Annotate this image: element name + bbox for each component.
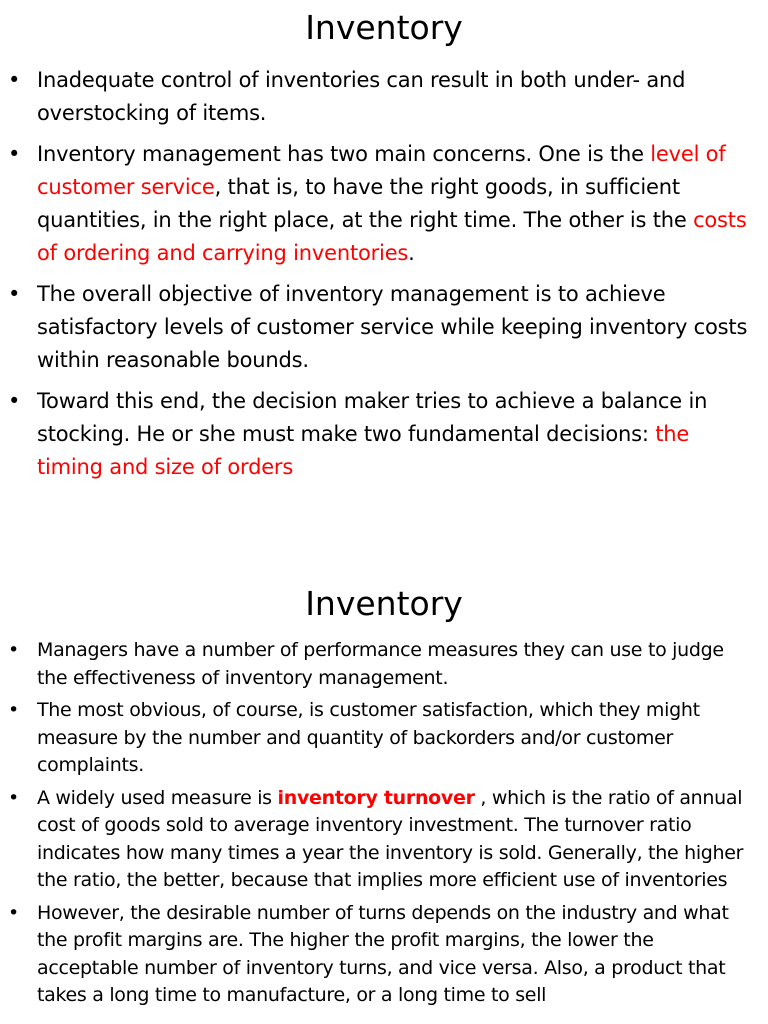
slide-1-bullet-list: [0, 64, 768, 492]
slide-2-bullet-1: [0, 637, 768, 692]
slide-1-bullet-2: [0, 138, 768, 270]
bullet-text: However, the desirable number of turns depends on the industry and what the profit margins are. The higher the profit margins, the lower the acceptable number of inventory turns, and vice versa. Also, a product that takes a long time to manufacture, or a long time to sell: [37, 901, 729, 1006]
slide-2-bullet-4: [0, 900, 768, 1010]
bullet-icon: •: [8, 142, 21, 166]
bullet-text: , that is, to have the right goods, in sufficient quantities, in the right place, at the right time. The other is the: [37, 175, 694, 232]
slide-2-title: Inventory: [305, 584, 463, 623]
bullet-text: Inadequate control of inventories can result in both under- and overstocking of items.: [37, 68, 686, 125]
slide-1-bullet-1: [0, 64, 768, 130]
highlight-costs-of-ordering: costs of ordering and carrying inventories: [37, 208, 747, 265]
bullet-text: .: [408, 241, 415, 265]
bullet-icon: •: [8, 282, 21, 306]
highlight-inventory-turnover: inventory turnover: [277, 786, 475, 809]
slide-1-title: Inventory: [305, 8, 463, 47]
slide-1: [0, 0, 768, 500]
bullet-icon: •: [8, 901, 19, 924]
bullet-text: The most obvious, of course, is customer satisfaction, which they might measure by the number and quantity of backorders and/or customer complaints.: [37, 699, 700, 776]
slide-2-bullet-3: [0, 785, 768, 895]
slide-2-bullet-list: [0, 637, 768, 1015]
slide-1-bullet-4: [0, 385, 768, 484]
bullet-icon: •: [8, 639, 19, 661]
highlight-timing-and-size: the timing and size of orders: [37, 422, 690, 479]
bullet-icon: •: [8, 786, 19, 809]
bullet-text: The overall objective of inventory management is to achieve satisfactory levels of customer service while keeping inventory costs within reasonable bounds.: [37, 282, 748, 372]
bullet-icon: •: [8, 389, 21, 413]
bullet-text: Toward this end, the decision maker tries to achieve a balance in stocking. He or she must make two fundamental decisions:: [37, 389, 708, 446]
bullet-text: , which is the ratio of annual cost of goods sold to average inventory investment. The turnover ratio indicates how many times a year the inventory is sold. Generally, the higher the ratio, the better, because that implies more efficient use of inventories: [37, 786, 744, 891]
bullet-text: Managers have a number of performance measures they can use to judge the effectiveness of inventory management.: [37, 639, 724, 689]
bullet-icon: •: [8, 68, 21, 92]
slide-2-bullet-2: [0, 697, 768, 780]
slide-1-bullet-3: [0, 278, 768, 377]
bullet-text: Inventory management has two main concerns. One is the: [37, 142, 651, 166]
slide-2: [0, 576, 768, 1024]
highlight-level-of-customer-service: level of customer service: [37, 142, 726, 199]
bullet-text: A widely used measure is: [37, 786, 278, 809]
bullet-icon: •: [8, 699, 19, 721]
